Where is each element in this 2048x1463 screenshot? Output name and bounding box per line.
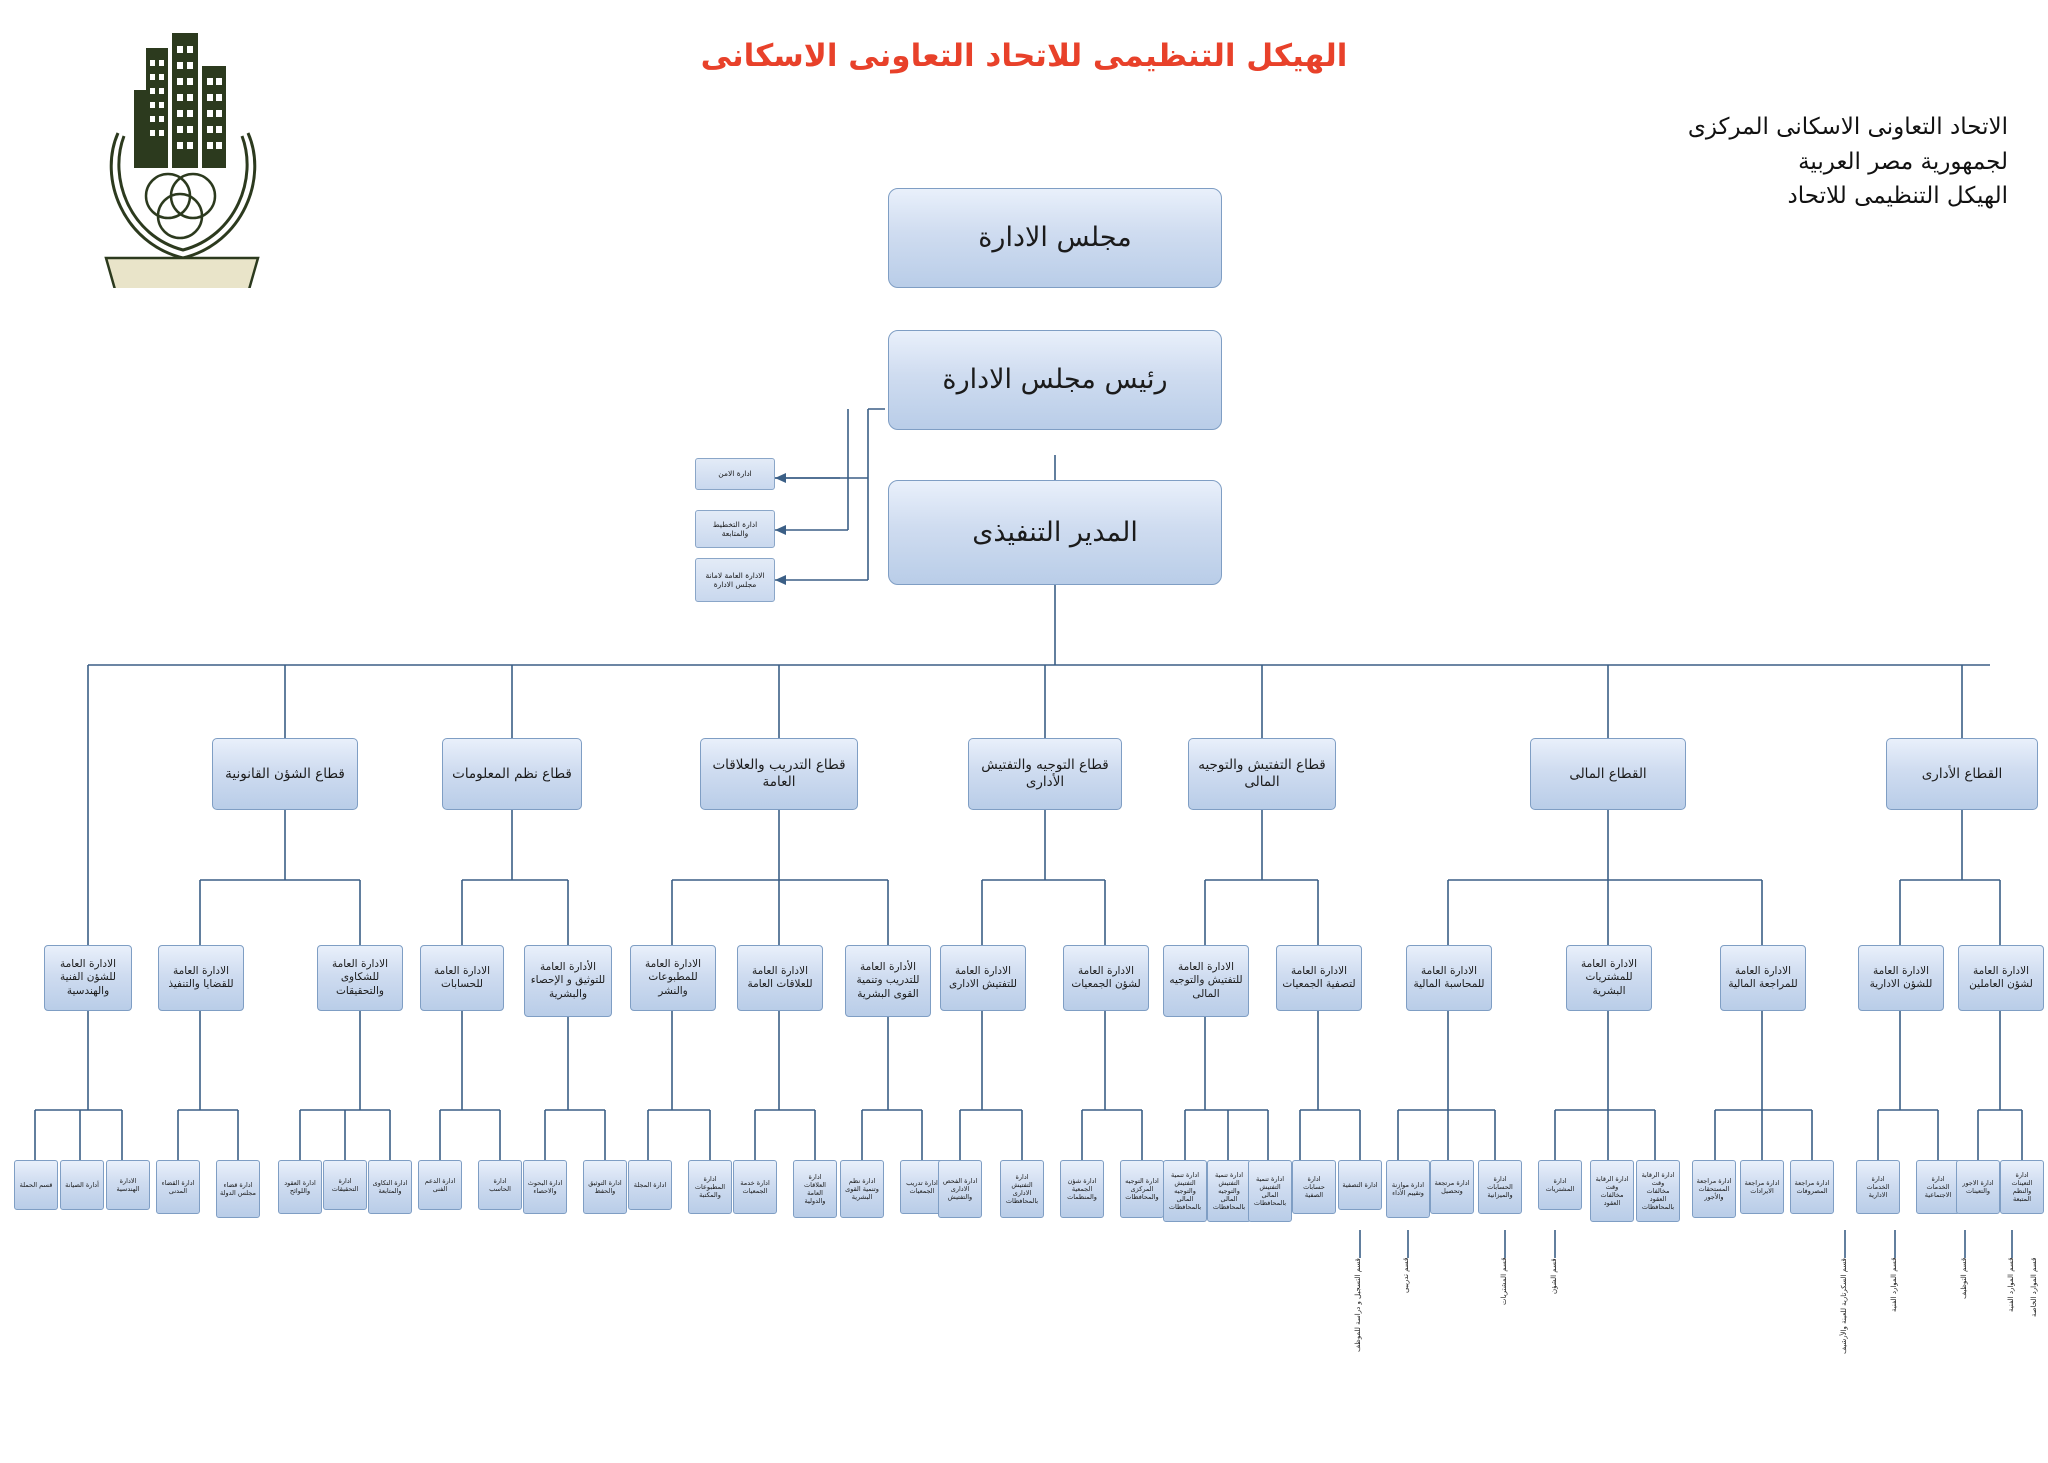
unit-40[interactable]: ادارة التعينات والنظم المتبعة xyxy=(2000,1160,2044,1214)
dept-societies-liquidation[interactable]: الادارة العامة لتصفية الجمعيات xyxy=(1276,945,1362,1011)
unit-14[interactable]: ادارة المطبوعات والمكتبة xyxy=(688,1160,732,1214)
dept-tech-eng[interactable]: الادارة العامة للشؤن الفنية والهندسية xyxy=(44,945,132,1011)
unit-20[interactable]: ادارة التفتيش الادارى بالمحافظات xyxy=(1000,1160,1044,1218)
dept-complaints[interactable]: الادارة العامة للشكاوى والتحقيقات xyxy=(317,945,403,1011)
sector-training[interactable]: قطاع التدريب والعلاقات العامة xyxy=(700,738,858,810)
unit-9[interactable]: ادارة الدعم الفنى xyxy=(418,1160,462,1210)
note-1: قسم تدريبى xyxy=(1402,1258,1410,1294)
unit-34[interactable]: ادارة مراجعة المستحقات والأجور xyxy=(1692,1160,1736,1218)
corner-line-3: الهيكل التنظيمى للاتحاد xyxy=(1787,183,2008,209)
unit-6[interactable]: ادارة العقود واللوائح xyxy=(278,1160,322,1214)
note-7: قسم الموارد الفنية xyxy=(2007,1258,2015,1313)
dept-review[interactable]: الادارة العامة للمراجعة المالية xyxy=(1720,945,1806,1011)
dept-accounts[interactable]: الادارة العامة للحسابات xyxy=(420,945,504,1011)
node-board[interactable]: مجلس الادارة xyxy=(888,188,1222,288)
unit-16[interactable]: ادارة العلاقات العامة والدولية xyxy=(793,1160,837,1218)
dept-employees[interactable]: الادارة العامة لشؤن العاملين xyxy=(1958,945,2044,1011)
unit-23[interactable]: ادارة تنمية التفتيش والتوجيه المالى بالمحافظات xyxy=(1163,1160,1207,1222)
dept-admin-inspection[interactable]: الادارة العامة للتفتيش الادارى xyxy=(940,945,1026,1011)
dept-procurement-hr[interactable]: الادارة العامة للمشتريات البشرية xyxy=(1566,945,1652,1011)
dept-printing[interactable]: الادارة العامة للمطبوعات والنشر xyxy=(630,945,716,1011)
note-9: قسم الموارد الخاصة xyxy=(2030,1258,2038,1318)
note-4: قسم المشتريات xyxy=(1500,1258,1508,1306)
union-logo xyxy=(88,18,278,288)
unit-10[interactable]: ادارة الحاسب xyxy=(478,1160,522,1210)
note-6: قسم السكرتارية للعينة والأرشيف xyxy=(1840,1258,1848,1354)
corner-line-2: لجمهورية مصر العربية xyxy=(1798,148,2008,175)
unit-19[interactable]: ادارة الفحص الادارى والتفتيش xyxy=(938,1160,982,1218)
node-security[interactable]: ادارة الامن xyxy=(695,458,775,490)
unit-30[interactable]: ادارة الحسابات والميزانية xyxy=(1478,1160,1522,1214)
unit-18[interactable]: ادارة تدريب الجمعيات xyxy=(900,1160,944,1214)
sector-it[interactable]: قطاع نظم المعلومات xyxy=(442,738,582,810)
dept-training-hr[interactable]: الأدارة العامة للتدريب وتنمية القوى البشرية xyxy=(845,945,931,1017)
dept-financial-guidance[interactable]: الادارة العامة للتفتيش والتوجيه المالى xyxy=(1163,945,1249,1017)
node-board-secretariat[interactable]: الادارة العامة لامانة مجلس الادارة xyxy=(695,558,775,602)
unit-7[interactable]: ادارة التحقيقات xyxy=(323,1160,367,1210)
node-planning[interactable]: ادارة التخطيط والمتابعة xyxy=(695,510,775,548)
note-3: قسم الشؤن xyxy=(1550,1258,1558,1294)
dept-public-relations[interactable]: الادارة العامة للعلاقات العامة xyxy=(737,945,823,1011)
corner-caption xyxy=(1688,110,2008,214)
unit-12[interactable]: ادارة التوثيق والحفظ xyxy=(583,1160,627,1214)
dept-societies[interactable]: الادارة العامة لشؤن الجمعيات xyxy=(1063,945,1149,1011)
unit-11[interactable]: ادارة البحوث والاحصاء xyxy=(523,1160,567,1214)
corner-line-1: الاتحاد التعاونى الاسكانى المركزى xyxy=(1687,114,2008,140)
sector-admin[interactable]: القطاع الأدارى xyxy=(1886,738,2038,810)
node-ceo[interactable]: المدير التنفيذى xyxy=(888,480,1222,585)
unit-29[interactable]: ادارة مرتجعة وتحصيل xyxy=(1430,1160,1474,1214)
unit-33[interactable]: ادارة الرقابة وقت مخالفات العقود بالمحافظات xyxy=(1636,1160,1680,1222)
sector-financial[interactable]: القطاع المالى xyxy=(1530,738,1686,810)
sector-legal[interactable]: قطاع الشؤن القانونية xyxy=(212,738,358,810)
unit-38[interactable]: ادارة الخدمات الاجتماعية xyxy=(1916,1160,1960,1214)
unit-13[interactable]: ادارة المجلة xyxy=(628,1160,672,1210)
unit-17[interactable]: ادارة نظم وتنمية القوى البشرية xyxy=(840,1160,884,1218)
unit-36[interactable]: ادارة مراجعة المصروفات xyxy=(1790,1160,1834,1214)
unit-31[interactable]: ادارة المشتريات xyxy=(1538,1160,1582,1210)
unit-27[interactable]: ادارة التصفية xyxy=(1338,1160,1382,1210)
page-title: الهيكل التنظيمى للاتحاد التعاونى الاسكانى xyxy=(700,38,1348,74)
unit-32[interactable]: ادارة الرقابة وقت مخالفات العقود xyxy=(1590,1160,1634,1222)
sector-financial-inspection[interactable]: قطاع التفتيش والتوجيه المالى xyxy=(1188,738,1336,810)
note-2: قسم التسجيل و دراسة للموظف xyxy=(1354,1258,1362,1352)
unit-5[interactable]: ادارة قضاء مجلس الدولة xyxy=(216,1160,260,1218)
unit-3[interactable]: الادارة الهندسية xyxy=(106,1160,150,1210)
sector-guidance[interactable]: قطاع التوجيه والتفتيش الأدارى xyxy=(968,738,1122,810)
dept-financial-accounting[interactable]: الادارة العامة للمحاسبة المالية xyxy=(1406,945,1492,1011)
unit-35[interactable]: ادارة مراجعة الايرادات xyxy=(1740,1160,1784,1214)
note-8: قسم التوظيف xyxy=(1960,1258,1968,1300)
note-5: قسم الموارد الفنية xyxy=(1890,1258,1898,1313)
dept-admin-affairs[interactable]: الادارة العامة للشؤن الادارية xyxy=(1858,945,1944,1011)
unit-28[interactable]: ادارة موازنة وتقييم الأداء xyxy=(1386,1160,1430,1218)
unit-21[interactable]: ادارة شؤن الجمعية والمنظمات xyxy=(1060,1160,1104,1218)
node-chairman[interactable]: رئيس مجلس الادارة xyxy=(888,330,1222,430)
dept-cases[interactable]: الادارة العامة للقضايا والتنفيذ xyxy=(158,945,244,1011)
unit-26[interactable]: ادارة حسابات الصفية xyxy=(1292,1160,1336,1214)
dept-docs-stats[interactable]: الأدارة العامة للتوثيق و الإحصاء والبشرية xyxy=(524,945,612,1017)
unit-37[interactable]: ادارة الخدمات الادارية xyxy=(1856,1160,1900,1214)
unit-15[interactable]: ادارة خدمة الجمعيات xyxy=(733,1160,777,1214)
unit-24[interactable]: ادارة تنمية التفتيش والتوجيه المالى بالمحافظات xyxy=(1207,1160,1251,1222)
unit-8[interactable]: ادارة التكاوى والمتابعة xyxy=(368,1160,412,1214)
unit-39[interactable]: ادارة الاجور والتعينات xyxy=(1956,1160,2000,1214)
unit-1[interactable]: قسم الحملة xyxy=(14,1160,58,1210)
unit-2[interactable]: أدارة الصيانة xyxy=(60,1160,104,1210)
unit-22[interactable]: ادارة التوجيه المركزى والمحافظات xyxy=(1120,1160,1164,1218)
unit-4[interactable]: ادارة القضاء المدنى xyxy=(156,1160,200,1214)
unit-25[interactable]: ادارة تنمية التفتيش المالى بالمحافظات xyxy=(1248,1160,1292,1222)
